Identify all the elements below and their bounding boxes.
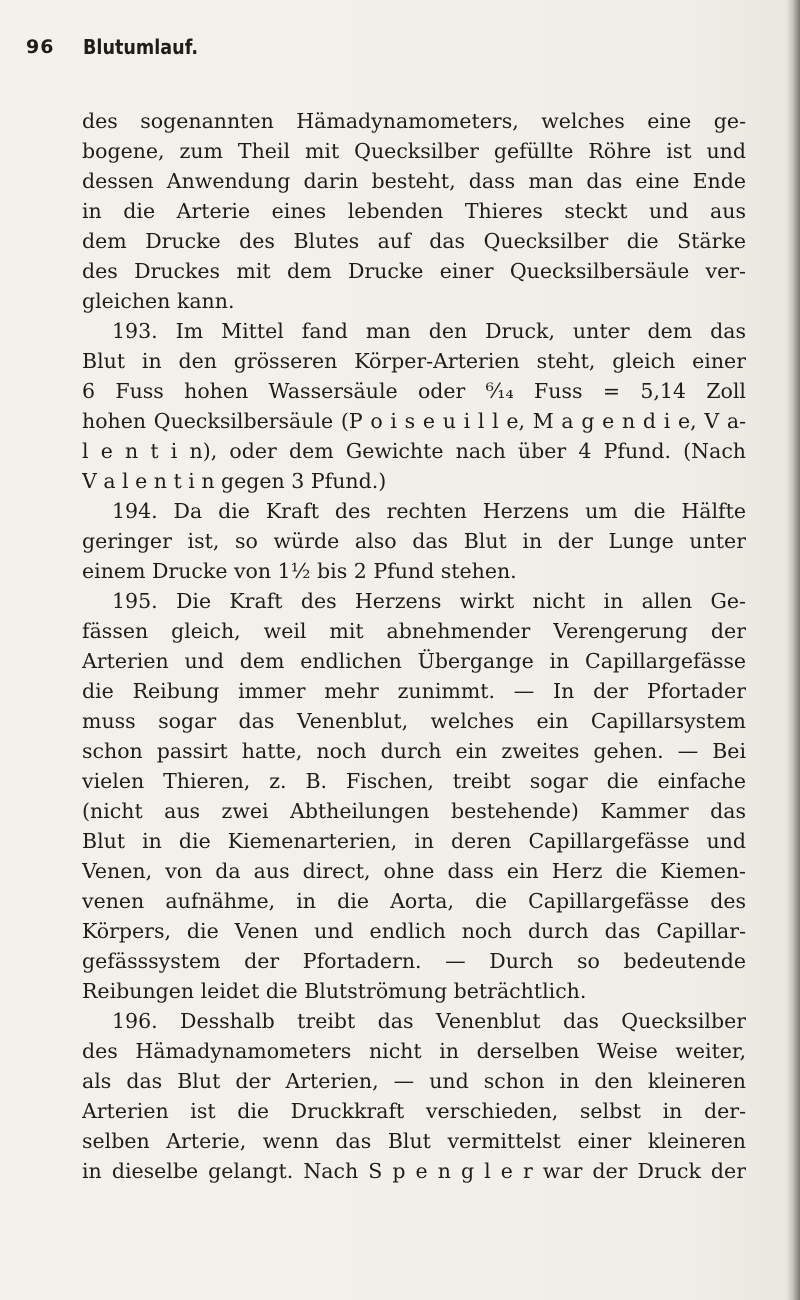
text-line: (nicht aus zwei Abtheilungen bestehende) Kammer das: [82, 799, 746, 823]
text-line: Blut in die Kiemenarterien, in deren Capillargefässe und: [82, 829, 746, 853]
paragraph-193-start: 193. Im Mittel fand man den Druck, unter dem das: [112, 319, 746, 343]
text-line: muss sogar das Venenblut, welches ein Capillarsystem: [82, 709, 746, 733]
text-line: gleichen kann.: [82, 289, 235, 313]
text-line: schon passirt hatte, noch durch ein zweites gehen. — Bei: [82, 739, 746, 763]
paragraph-194-start: 194. Da die Kraft des rechten Herzens um die Hälfte: [112, 499, 746, 523]
text-line: Reibungen leidet die Blutströmung beträchtlich.: [82, 979, 587, 1003]
text-line: dem Drucke des Blutes auf das Quecksilber die Stärke: [82, 229, 746, 253]
text-line: Arterien und dem endlichen Übergange in Capillargefässe: [82, 649, 746, 673]
paragraph-195-start: 195. Die Kraft des Herzens wirkt nicht in allen Ge-: [112, 589, 746, 613]
text-line: dessen Anwendung darin besteht, dass man das eine Ende: [82, 169, 746, 193]
text-line: des Hämadynamometers nicht in derselben Weise weiter,: [82, 1039, 746, 1063]
text-line: venen aufnähme, in die Aorta, die Capillargefässe des: [82, 889, 746, 913]
text-line: in dieselbe gelangt. Nach S p e n g l e r war der Druck der: [82, 1159, 746, 1183]
text-line: bogene, zum Theil mit Quecksilber gefüllte Röhre ist und: [82, 139, 746, 163]
text-line: Arterien ist die Druckkraft verschieden, selbst in der-: [82, 1099, 746, 1123]
text-line: gefässsystem der Pfortadern. — Durch so bedeutende: [82, 949, 746, 973]
text-line: einem Drucke von 1½ bis 2 Pfund stehen.: [82, 559, 517, 583]
text-line: vielen Thieren, z. B. Fischen, treibt sogar die einfache: [82, 769, 746, 793]
text-line: des Druckes mit dem Drucke einer Quecksilbersäule ver-: [82, 259, 746, 283]
text-line: selben Arterie, wenn das Blut vermittelst einer kleineren: [82, 1129, 746, 1153]
running-title: Blutumlauf.: [83, 35, 199, 59]
text-line: die Reibung immer mehr zunimmt. — In der Pfortader: [82, 679, 746, 703]
text-line: Venen, von da aus direct, ohne dass ein Herz die Kiemen-: [82, 859, 746, 883]
text-line: als das Blut der Arterien, — und schon in den kleineren: [82, 1069, 746, 1093]
text-line: V a l e n t i n gegen 3 Pfund.): [82, 469, 387, 493]
text-line: des sogenannten Hämadynamometers, welches eine ge-: [82, 109, 746, 133]
text-line: Körpers, die Venen und endlich noch durch das Capillar-: [82, 919, 746, 943]
page-edge-shadow: [786, 0, 800, 1300]
text-line: fässen gleich, weil mit abnehmender Verengerung der: [82, 619, 746, 643]
text-line: l e n t i n), oder dem Gewichte nach über 4 Pfund. (Nach: [82, 439, 746, 463]
running-head: [0, 30, 800, 60]
body-text: [82, 106, 746, 1186]
text-line: Blut in den grösseren Körper-Arterien steht, gleich einer: [82, 349, 746, 373]
text-line: 6 Fuss hohen Wassersäule oder ⁶⁄₁₄ Fuss = 5,14 Zoll: [82, 379, 746, 403]
text-line: geringer ist, so würde also das Blut in der Lunge unter: [82, 529, 746, 553]
text-line: in die Arterie eines lebenden Thieres steckt und aus: [82, 199, 746, 223]
paragraph-196-start: 196. Desshalb treibt das Venenblut das Quecksilber: [112, 1009, 746, 1033]
text-line: hohen Quecksilbersäule (P o i s e u i l l e, M a g e n d i e, V a-: [82, 409, 746, 433]
page-number: 96: [26, 36, 55, 58]
